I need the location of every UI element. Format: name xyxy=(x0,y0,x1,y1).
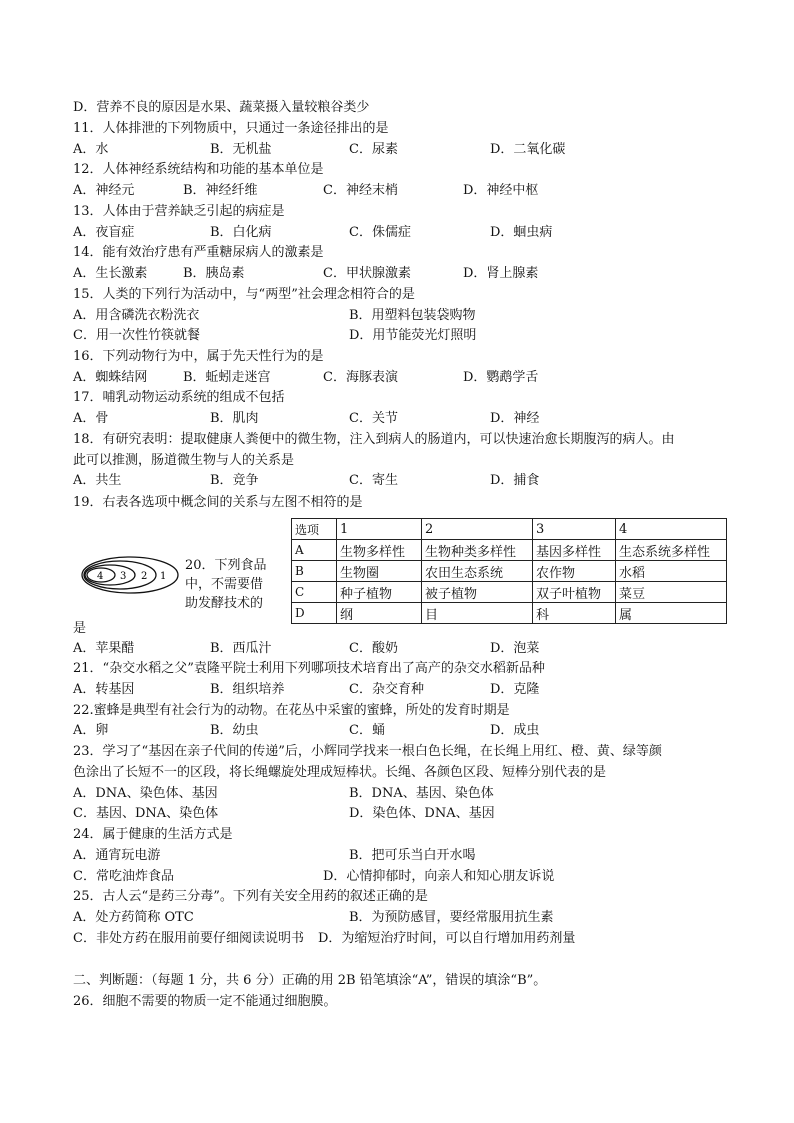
option-line: D．营养不良的原因是水果、蔬菜摄入量较粮谷类少 xyxy=(73,100,370,115)
table-cell: 生态系统多样性 xyxy=(616,540,727,561)
q24-option-b: B．把可乐当白开水喝 xyxy=(349,848,476,863)
table-cell: 农作物 xyxy=(533,561,616,582)
q25-option-c: C．非处方药在服用前要仔细阅读说明书 xyxy=(73,931,304,946)
q20-option-c: C．酸奶 xyxy=(349,641,398,656)
q12-option-b: B．神经纤维 xyxy=(183,183,258,198)
table-cell: 生物多样性 xyxy=(337,540,422,561)
question-26: 26．细胞不需要的物质一定不能通过细胞膜。 xyxy=(73,994,337,1009)
question-19: 19．右表各选项中概念间的关系与左图不相符的是 xyxy=(73,495,363,510)
q22-option-a: A．卵 xyxy=(73,723,109,738)
q16-option-a: A．蜘蛛结网 xyxy=(73,370,148,385)
q11-option-b: B．无机盐 xyxy=(210,142,272,157)
table-cell: D xyxy=(292,603,337,624)
question-20-line-1: 20．下列食品中，不需要借助发酵技术的 xyxy=(185,558,267,611)
q24-option-a: A．通宵玩电游 xyxy=(73,848,161,863)
table-header-row xyxy=(292,519,727,540)
q12-option-d: D．神经中枢 xyxy=(463,183,539,198)
table-row xyxy=(292,582,727,603)
q14-option-c: C．甲状腺激素 xyxy=(323,266,411,281)
q20-option-a: A．苹果醋 xyxy=(73,641,135,656)
table-cell: 科 xyxy=(533,603,616,624)
q21-option-b: B．组织培养 xyxy=(210,682,285,697)
q14-option-b: B．胰岛素 xyxy=(183,266,245,281)
q16-option-b: B．蚯蚓走迷宫 xyxy=(183,370,271,385)
question-16: 16．下列动物行为中，属于先天性行为的是 xyxy=(73,349,324,364)
q18-option-a: A．共生 xyxy=(73,473,122,488)
question-20-line-2: 是 xyxy=(73,621,87,636)
table-cell: 生物种类多样性 xyxy=(422,540,533,561)
circle-label-2: 2 xyxy=(141,571,148,582)
q22-option-c: C．蛹 xyxy=(349,723,385,738)
q20-option-b: B．西瓜汁 xyxy=(210,641,272,656)
q23-option-d: D．染色体、DNA、基因 xyxy=(349,806,495,821)
q25-option-a: A．处方药简称 OTC xyxy=(73,910,194,925)
table-cell: 水稻 xyxy=(616,561,727,582)
table-row xyxy=(292,603,727,624)
question-13: 13．人体由于营养缺乏引起的病症是 xyxy=(73,204,285,219)
circle-label-4: 4 xyxy=(97,571,104,582)
table-cell: 目 xyxy=(422,603,533,624)
q24-option-c: C．常吃油炸食品 xyxy=(73,869,174,884)
table-cell: 双子叶植物 xyxy=(533,582,616,603)
q23-option-b: B．DNA、基因、染色体 xyxy=(349,786,494,801)
question-11: 11．人体排泄的下列物质中，只通过一条途径排出的是 xyxy=(73,121,389,136)
table-cell: 菜豆 xyxy=(616,582,727,603)
table-header-cell: 4 xyxy=(616,519,727,540)
q17-option-d: D．神经 xyxy=(490,411,540,426)
q25-option-b: B．为预防感冒，要经常服用抗生素 xyxy=(349,910,554,925)
question-15: 15．人类的下列行为活动中，与“两型”社会理念相符合的是 xyxy=(73,287,415,302)
table-cell: 种子植物 xyxy=(337,582,422,603)
q22-option-d: D．成虫 xyxy=(490,723,540,738)
q18-option-c: C．寄生 xyxy=(349,473,398,488)
q18-option-b: B．竞争 xyxy=(210,473,259,488)
table-cell: 纲 xyxy=(337,603,422,624)
q20-option-d: D．泡菜 xyxy=(490,641,540,656)
q14-option-a: A．生长激素 xyxy=(73,266,148,281)
question-18-line-1: 18．有研究表明：提取健康人粪便中的微生物，注入到病人的肠道内，可以快速治愈长期腹泻的病人。由 xyxy=(73,432,675,447)
q11-option-c: C．尿素 xyxy=(349,142,398,157)
q25-option-d: D．为缩短治疗时间，可以自行增加用药剂量 xyxy=(318,931,576,946)
question-17: 17．哺乳动物运动系统的组成不包括 xyxy=(73,390,285,405)
q15-option-c: C．用一次性竹筷就餐 xyxy=(73,328,200,343)
question-23-line-2: 色涂出了长短不一的区段，将长绳螺旋处理成短棒状。长绳、各颜色区段、短棒分别代表的是 xyxy=(73,765,607,780)
question-24: 24．属于健康的生活方式是 xyxy=(73,827,233,842)
question-12: 12．人体神经系统结构和功能的基本单位是 xyxy=(73,162,324,177)
table-cell: 生物圈 xyxy=(337,561,422,582)
q16-option-c: C．海豚表演 xyxy=(323,370,398,385)
question-22: 22.蜜蜂是典型有社会行为的动物。在花丛中采蜜的蜜蜂，所处的发育时期是 xyxy=(73,703,510,718)
question-23-line-1: 23．学习了“基因在亲子代间的传递”后，小辉同学找来一根白色长绳，在长绳上用红、橙、黄、绿等颜 xyxy=(73,744,662,759)
table-cell: B xyxy=(292,561,337,582)
q14-option-d: D．肾上腺素 xyxy=(463,266,539,281)
q17-option-a: A．骨 xyxy=(73,411,109,426)
q18-option-d: D．捕食 xyxy=(490,473,540,488)
q13-option-c: C．侏儒症 xyxy=(349,225,411,240)
table-header-cell: 1 xyxy=(337,519,422,540)
question-25: 25．古人云“是药三分毒”。下列有关安全用药的叙述正确的是 xyxy=(73,889,428,904)
q12-option-a: A．神经元 xyxy=(73,183,135,198)
q13-option-a: A．夜盲症 xyxy=(73,225,135,240)
q24-option-d: D．心情抑郁时，向亲人和知心朋友诉说 xyxy=(323,869,555,884)
table-row xyxy=(292,561,727,582)
q13-option-d: D．蛔虫病 xyxy=(490,225,553,240)
table-cell: 基因多样性 xyxy=(533,540,616,561)
q21-option-c: C．杂交育种 xyxy=(349,682,424,697)
q16-option-d: D．鹦鹉学舌 xyxy=(463,370,539,385)
table-header-cell: 3 xyxy=(533,519,616,540)
table-cell: C xyxy=(292,582,337,603)
table-row xyxy=(292,540,727,561)
q11-option-d: D．二氧化碳 xyxy=(490,142,566,157)
q19-table xyxy=(291,518,727,624)
q12-option-c: C．神经末梢 xyxy=(323,183,398,198)
q23-option-c: C．基因、DNA、染色体 xyxy=(73,806,219,821)
q13-option-b: B．白化病 xyxy=(210,225,272,240)
q15-option-a: A．用含磷洗衣粉洗衣 xyxy=(73,308,200,323)
circle-label-3: 3 xyxy=(120,571,127,582)
q22-option-b: B．幼虫 xyxy=(210,723,259,738)
q11-option-a: A．水 xyxy=(73,142,109,157)
table-cell: 被子植物 xyxy=(422,582,533,603)
q15-option-b: B．用塑料包装袋购物 xyxy=(349,308,476,323)
question-21: 21．“杂交水稻之父”袁隆平院士利用下列哪项技术培育出了高产的杂交水稻新品种 xyxy=(73,661,545,676)
table-cell: 农田生态系统 xyxy=(422,561,533,582)
q21-option-d: D．克隆 xyxy=(490,682,540,697)
q17-option-c: C．关节 xyxy=(349,411,398,426)
table-header-cell: 选项 xyxy=(292,519,337,540)
circle-label-1: 1 xyxy=(160,571,167,582)
table-cell: A xyxy=(292,540,337,561)
circle-3 xyxy=(85,565,135,585)
q21-option-a: A．转基因 xyxy=(73,682,135,697)
q23-option-a: A．DNA、染色体、基因 xyxy=(73,786,218,801)
table-header-cell: 2 xyxy=(422,519,533,540)
question-14: 14．能有效治疗患有严重糖尿病人的激素是 xyxy=(73,245,324,260)
question-18-line-2: 此可以推测，肠道微生物与人的关系是 xyxy=(73,453,295,468)
q15-option-d: D．用节能荧光灯照明 xyxy=(349,328,477,343)
nested-circles-diagram xyxy=(80,555,180,595)
table-cell: 属 xyxy=(616,603,727,624)
q17-option-b: B．肌肉 xyxy=(210,411,259,426)
section-2-heading: 二、判断题：（每题 1 分，共 6 分）正确的用 2B 铅笔填涂“A”，错误的填涂“B”。 xyxy=(73,973,547,988)
